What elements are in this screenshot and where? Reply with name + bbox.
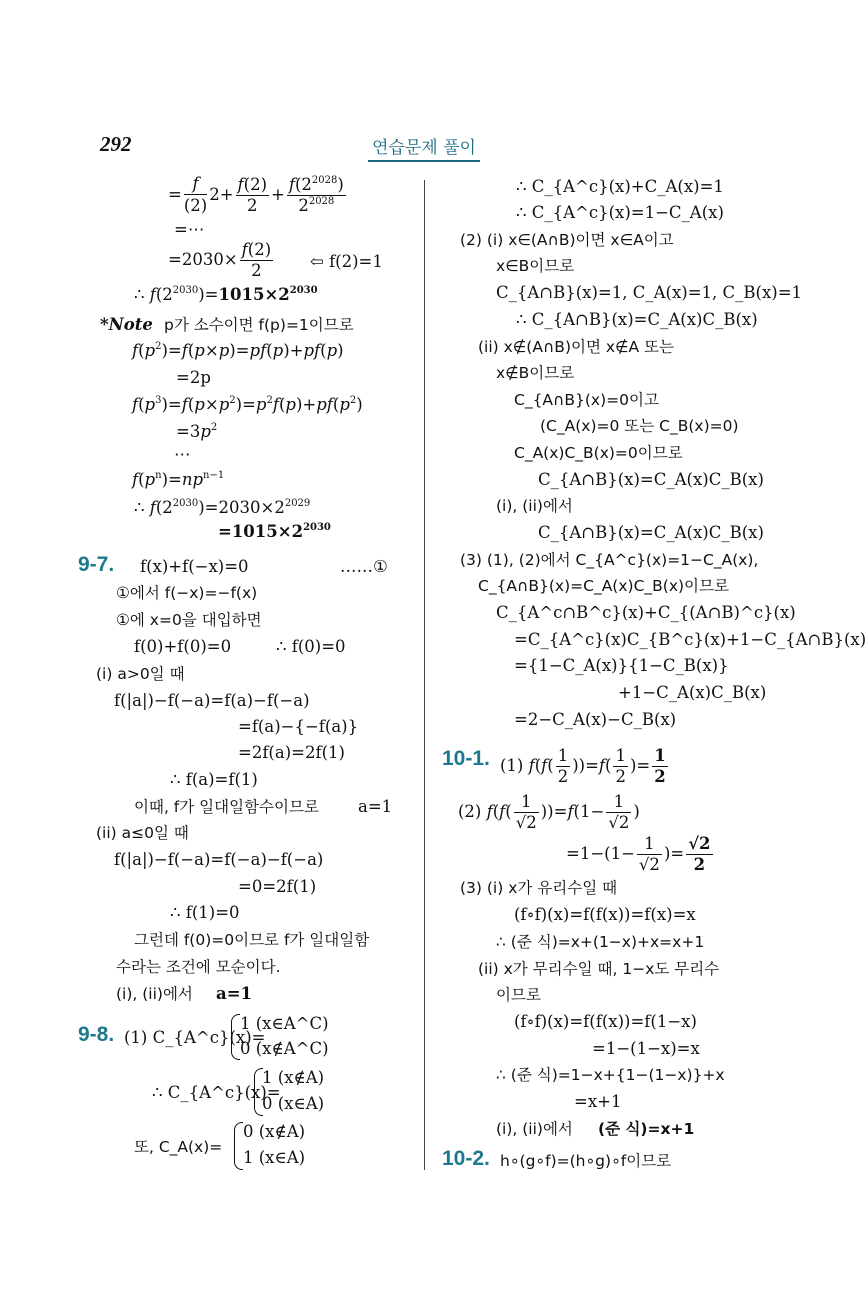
equation-line: (1) f(f( $\frac{1}{2}$ ))=f( $\frac{1}{2}$ )= $\frac{1}{2}$ — [500, 746, 666, 786]
equation-line: $f(p^2)=f(p\times p)=pf(p)+pf(p)$ — [132, 341, 344, 360]
equation-line: ∴ f(a)=f(1) — [170, 770, 258, 789]
case-line: 1 (x∉A) — [262, 1068, 325, 1087]
brace — [234, 1122, 243, 1170]
problem-number: 9-7. — [78, 553, 115, 576]
equation-line: C_{A∩B}(x)=1, C_A(x)=1, C_B(x)=1 — [496, 283, 803, 302]
equation-line: ⋯ — [174, 445, 191, 464]
section-title: 연습문제 풀이 — [368, 133, 480, 162]
equation-line: =2f(a)=2f(1) — [238, 743, 345, 762]
equation-line: =1−(1−x)=x — [592, 1039, 700, 1058]
note-hint: ⇦ f(2)=1 — [310, 252, 383, 271]
equation-line: =⋯ — [174, 220, 205, 239]
case-line: 0 (x∉A^C) — [240, 1039, 329, 1058]
equation-line: ∴ f(1)=0 — [170, 903, 240, 922]
column-divider — [424, 180, 425, 1170]
equation-line: C_{A∩B}(x)=C_A(x)C_B(x) — [538, 470, 764, 489]
equation-line: =0=2f(1) — [238, 877, 317, 896]
step-text: C_{A∩B}(x)=C_A(x)C_B(x)이므로 — [478, 577, 729, 595]
step-text: x∉B이므로 — [496, 364, 575, 382]
step-text: (i), (ii)에서 — [116, 985, 193, 1003]
brace — [231, 1014, 240, 1060]
step-text: C_A(x)C_B(x)=0이므로 — [514, 444, 683, 462]
step-text: (i), (ii)에서 — [496, 497, 573, 515]
equation-line: (f∘f)(x)=f(f(x))=f(1−x) — [514, 1012, 697, 1031]
case-label: (2) (i) x∈(A∩B)이면 x∈A이고 — [460, 231, 674, 249]
equation-line: h∘(g∘f)=(h∘g)∘f이므로 — [500, 1152, 672, 1170]
step-text: x∈B이므로 — [496, 257, 575, 275]
equation-line: ∴ $f(2^{2030})=2030\times 2^{2029}$ — [134, 498, 311, 517]
equation-line: $=3p^2$ — [176, 422, 218, 441]
case-line: 1 (x∈A) — [243, 1148, 306, 1167]
result-line: a=1 — [216, 984, 252, 1003]
equation-line: =1−(1− $\frac{1}{√2}$ )= $\frac{√2}{2}$ — [566, 834, 711, 874]
equation-line: ∴ C_{A^c}(x)= — [152, 1083, 281, 1102]
equation-line: =2p — [176, 368, 211, 387]
case-label: (3) (i) x가 유리수일 때 — [460, 879, 618, 897]
equation-line: (2) f(f( $\frac{1}{√2}$ ))=f(1− $\frac{1}{√2}$ ) — [458, 792, 640, 832]
equation-line: =C_{A^c}(x)C_{B^c}(x)+1−C_{A∩B}(x) — [514, 630, 867, 649]
problem-number: 10-1. — [442, 747, 490, 770]
step-text: ①에 x=0을 대입하면 — [116, 611, 262, 629]
case-label: (ii) x가 무리수일 때, 1−x도 무리수 — [478, 960, 720, 978]
equation-line: C_{A∩B}(x)=C_A(x)C_B(x) — [538, 523, 764, 542]
formula-source — [0, 0, 1, 1]
step-text: 수라는 조건에 모순이다. — [116, 958, 281, 976]
equation-line: =2−C_A(x)−C_B(x) — [514, 710, 677, 729]
equation-line: ∴ f(0)=0 — [276, 637, 346, 656]
result-line: $=1015\times 2^{2030}$ — [218, 522, 331, 541]
equation-line: f(x)+f(−x)=0 — [140, 557, 249, 576]
equation-line: C_{A^c∩B^c}(x)+C_{(A∩B)^c}(x) — [496, 603, 796, 622]
equation-line: (f∘f)(x)=f(f(x))=f(x)=x — [514, 905, 696, 924]
step-text: ①에서 f(−x)=−f(x) — [116, 584, 258, 602]
equation-tag: ……① — [340, 557, 388, 576]
case-line: 0 (x∈A) — [262, 1094, 325, 1113]
note-label: *Note — [100, 315, 153, 334]
case-label: (ii) a≤0일 때 — [96, 824, 189, 842]
equation-line: =2030× $\frac{f(2)}{2}$ — [168, 240, 272, 280]
case-line: 1 (x∈A^C) — [240, 1014, 329, 1033]
equation-line: ∴ (준 식)=x+(1−x)+x=x+1 — [496, 933, 705, 951]
note-text: p가 소수이면 f(p)=1이므로 — [164, 316, 354, 334]
step-text: (i), (ii)에서 — [496, 1120, 573, 1138]
case-label: (i) a>0일 때 — [96, 665, 185, 683]
equation-line: $f(p^3)=f(p\times p^2)=p^2f(p)+pf(p^2)$ — [132, 395, 363, 414]
result-line: (준 식)=x+1 — [598, 1120, 695, 1138]
equation-line: $f(p^n)=np^{n-1}$ — [132, 470, 225, 489]
equation-line: ={1−C_A(x)}{1−C_B(x)} — [514, 656, 729, 675]
page-number: 292 — [100, 132, 132, 156]
equation-line: a=1 — [358, 797, 393, 816]
case-label: (ii) x∉(A∩B)이면 x∉A 또는 — [478, 338, 675, 356]
step-text: 이므로 — [496, 986, 541, 1004]
step-text: C_{A∩B}(x)=0이고 — [514, 391, 659, 409]
case-line: 0 (x∉A) — [243, 1122, 306, 1141]
equation-line: f(0)+f(0)=0 — [134, 637, 232, 656]
equation-line: ∴ (준 식)=1−x+{1−(1−x)}+x — [496, 1066, 725, 1084]
equation-line: = f (2)2+ $\frac{f(2)}{2}$ + $\frac{f(2^{2028})}{2^{2028}}$ — [168, 174, 344, 215]
equation-line: =f(a)−{−f(a)} — [238, 717, 359, 736]
equation-line: f(|a|)−f(−a)=f(a)−f(−a) — [114, 691, 310, 710]
equation-line: ∴ C_{A^c}(x)+C_A(x)=1 — [516, 177, 724, 196]
equation-line: =x+1 — [574, 1092, 622, 1111]
equation-line: ∴ C_{A^c}(x)=1−C_A(x) — [516, 203, 724, 222]
problem-number: 9-8. — [78, 1023, 115, 1046]
equation-line: ∴ C_{A∩B}(x)=C_A(x)C_B(x) — [516, 310, 758, 329]
step-text: 이때, f가 일대일함수이므로 — [134, 798, 319, 816]
step-text: (3) (1), (2)에서 C_{A^c}(x)=1−C_A(x), — [460, 551, 759, 569]
problem-number: 10-2. — [442, 1147, 490, 1170]
step-text: (C_A(x)=0 또는 C_B(x)=0) — [540, 417, 739, 435]
equation-line: (1) C_{A^c}(x)= — [124, 1028, 266, 1047]
step-text: 그런데 f(0)=0이므로 f가 일대일함 — [134, 931, 370, 949]
equation-line: 또, C_A(x)= — [134, 1138, 223, 1156]
result-line: ∴ $f(2^{2030})=1015\times 2^{2030}$ — [134, 285, 318, 304]
equation-line: f(|a|)−f(−a)=f(−a)−f(−a) — [114, 850, 324, 869]
equation-line: +1−C_A(x)C_B(x) — [618, 683, 767, 702]
